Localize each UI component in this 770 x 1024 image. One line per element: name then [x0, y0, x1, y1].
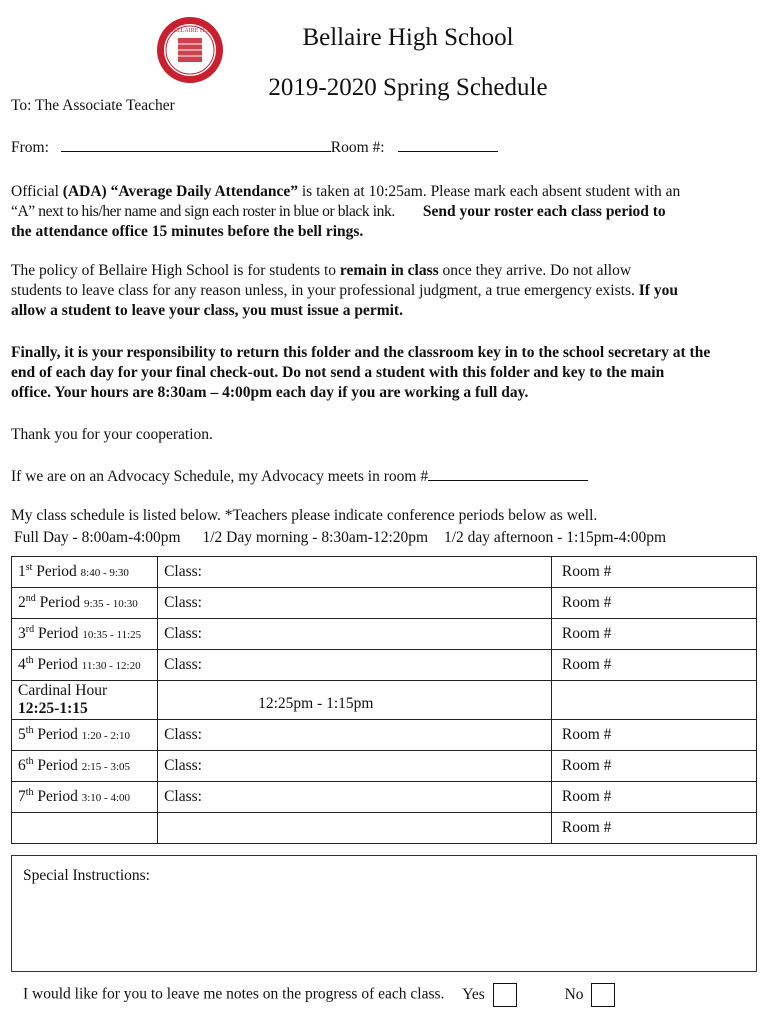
table-row	[12, 782, 757, 813]
schedule-table	[11, 556, 757, 844]
responsibility-paragraph	[11, 343, 761, 403]
room-field[interactable]: Room #	[551, 557, 756, 588]
room-field[interactable]: Room #	[551, 782, 756, 813]
p2-text-d: students to leave class for any reason unless, in your professional judgment, a true emergency exists.	[11, 282, 639, 299]
p2-bold-remain: remain in class	[339, 262, 439, 279]
class-field[interactable]: Class:	[158, 588, 552, 619]
room-field[interactable]: Room #	[551, 588, 756, 619]
no-label: No	[564, 985, 584, 1003]
schedule-title: 2019-2020 Spring Schedule	[268, 74, 548, 101]
table-row	[12, 557, 757, 588]
attendance-paragraph	[11, 182, 761, 242]
p1-text-d: “A” next to his/her name and sign each roster in blue or black ink.	[11, 203, 395, 220]
p1-bold-send: Send your roster each class period to	[422, 203, 666, 220]
special-instructions-label: Special Instructions:	[23, 867, 150, 884]
room-label: Room #:	[330, 139, 385, 156]
class-field[interactable]: Class:	[158, 619, 552, 650]
notes-text: I would like for you to leave me notes on the progress of each class.	[23, 985, 445, 1003]
p3-line-3: office. Your hours are 8:30am – 4:00pm each day if you are working a full day.	[11, 384, 529, 401]
room-field[interactable]: Room #	[551, 619, 756, 650]
p3-line-1: Finally, it is your responsibility to return this folder and the classroom key in to the school secretary at the	[11, 344, 711, 361]
notes-line	[23, 983, 763, 1007]
period-5-cell: 5th Period 1:20 - 2:10	[12, 720, 158, 751]
advocacy-text: If we are on an Advocacy Schedule, my Advocacy meets in room #	[11, 468, 429, 485]
class-field[interactable]: Class:	[158, 782, 552, 813]
p2-text-a: The policy of Bellaire High School is for students to	[11, 262, 340, 279]
yes-label: Yes	[462, 985, 485, 1003]
table-row	[12, 681, 757, 720]
advocacy-room-field[interactable]	[428, 466, 588, 481]
room-field[interactable]: Room #	[551, 650, 756, 681]
period-1-cell: 1st Period 8:40 - 9:30	[12, 557, 158, 588]
to-line: To: The Associate Teacher	[11, 97, 175, 114]
period-4-cell: 4th Period 11:30 - 12:20	[12, 650, 158, 681]
half-morning-text: 1/2 Day morning - 8:30am-12:20pm	[202, 529, 429, 546]
table-row	[12, 720, 757, 751]
room-field[interactable]: Room #	[551, 751, 756, 782]
room-field-empty[interactable]	[551, 681, 756, 720]
table-row	[12, 751, 757, 782]
day-hours-line	[14, 528, 764, 548]
p1-bold-office: the attendance office 15 minutes before the bell rings.	[11, 223, 364, 240]
advocacy-line	[11, 466, 588, 487]
class-field[interactable]: Class:	[158, 650, 552, 681]
full-day-text: Full Day - 8:00am-4:00pm	[14, 529, 181, 546]
no-checkbox[interactable]	[591, 983, 615, 1007]
school-title: Bellaire High School	[302, 24, 514, 51]
p2-bold-permit: allow a student to leave your class, you must issue a permit.	[11, 302, 403, 319]
from-field[interactable]	[61, 137, 331, 152]
half-afternoon-text: 1/2 day afternoon - 1:15pm-4:00pm	[443, 529, 667, 546]
listed-line: My class schedule is listed below. *Teachers please indicate conference periods below as well.	[11, 507, 598, 524]
room-field[interactable]	[398, 137, 498, 152]
class-field[interactable]: Class:	[158, 557, 552, 588]
class-field-empty[interactable]	[158, 813, 552, 844]
cardinal-hour-cell: Cardinal Hour 12:25-1:15	[12, 681, 158, 720]
p2-bold-ifyou: If you	[638, 282, 678, 299]
period-2-cell: 2nd Period 9:35 - 10:30	[12, 588, 158, 619]
period-7-cell: 7th Period 3:10 - 4:00	[12, 782, 158, 813]
room-field[interactable]: Room #	[551, 720, 756, 751]
p1-bold-ada: (ADA) “Average Daily Attendance”	[62, 183, 298, 200]
from-label: From:	[11, 139, 49, 156]
table-row	[12, 813, 757, 844]
seal-text: BELLAIRE H.S.	[169, 28, 211, 34]
period-extra-cell[interactable]	[12, 813, 158, 844]
yes-checkbox[interactable]	[493, 983, 517, 1007]
table-row	[12, 650, 757, 681]
period-3-cell: 3rd Period 10:35 - 11:25	[12, 619, 158, 650]
class-field[interactable]: Class:	[158, 751, 552, 782]
p1-text-c: is taken at 10:25am. Please mark each absent student with an	[297, 183, 681, 200]
room-field[interactable]: Room #	[551, 813, 756, 844]
table-row	[12, 588, 757, 619]
p1-text-a: Official	[11, 183, 63, 200]
from-line	[11, 137, 498, 158]
p2-text-c: once they arrive. Do not allow	[438, 262, 632, 279]
special-instructions-box[interactable]	[11, 855, 757, 972]
p3-line-2: end of each day for your final check-out. Do not send a student with this folder and key to the main	[11, 364, 665, 381]
class-field[interactable]: Class:	[158, 720, 552, 751]
period-6-cell: 6th Period 2:15 - 3:05	[12, 751, 158, 782]
table-row	[12, 619, 757, 650]
thanks-line: Thank you for your cooperation.	[11, 426, 213, 443]
cardinal-hour-time: 12:25pm - 1:15pm	[158, 681, 552, 720]
policy-paragraph	[11, 261, 761, 321]
